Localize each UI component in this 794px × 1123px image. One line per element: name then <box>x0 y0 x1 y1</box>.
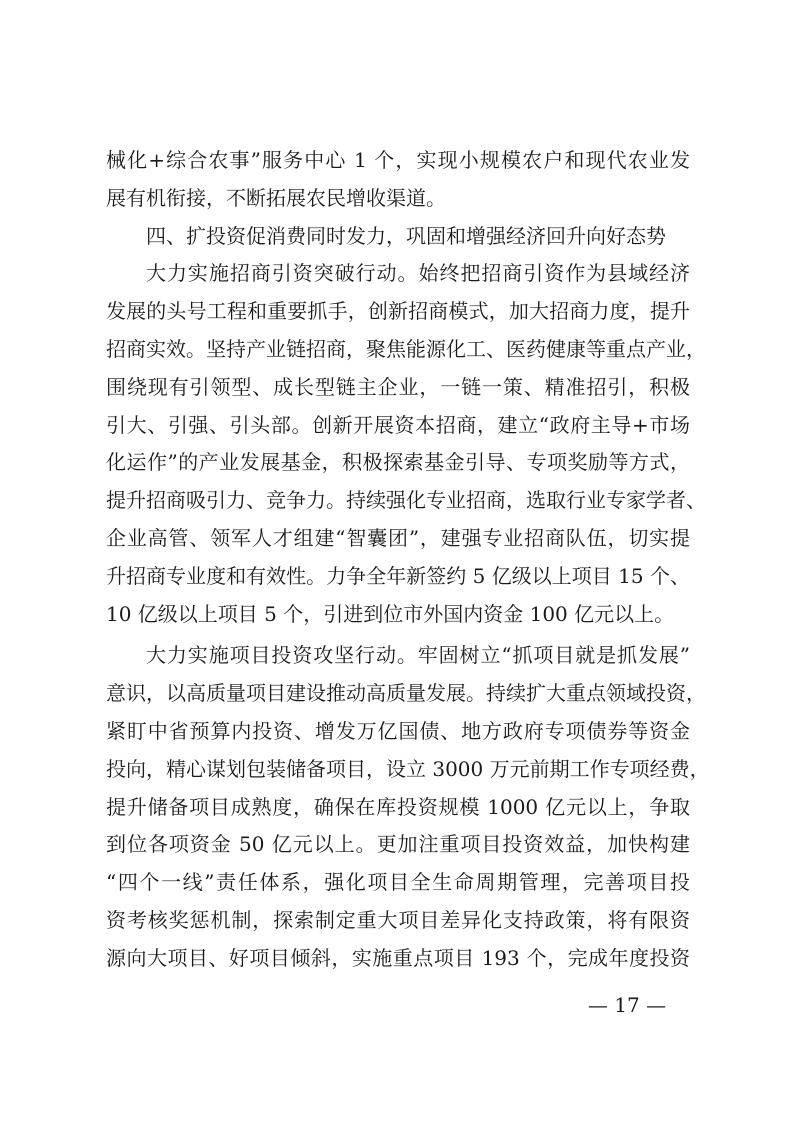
text-line: 企业高管、领军人才组建“智囊团”，建强专业招商队伍，切实提 <box>106 525 690 550</box>
text-line: 化运作”的产业发展基金，积极探索基金引导、专项奖励等方式， <box>106 450 690 475</box>
body-text <box>106 142 710 978</box>
paragraph-start-line: 大力实施招商引资突破行动。始终把招商引资作为县域经济 <box>146 261 690 286</box>
text-line: 围绕现有引领型、成长型链主企业，一链一策、精准招引，积极 <box>106 374 690 399</box>
text-line: 升招商专业度和有效性。力争全年新签约 5 亿级以上项目 15 个、 <box>106 563 690 588</box>
text-line: 发展的头号工程和重要抓手，创新招商模式，加大招商力度，提升 <box>106 299 690 324</box>
paragraph-start-line: 大力实施项目投资攻坚行动。牢固树立“抓项目就是抓发展” <box>146 643 690 668</box>
text-line: 提升招商吸引力、竞争力。持续强化专业招商，选取行业专家学者、 <box>106 488 706 513</box>
text-line: 招商实效。坚持产业链招商，聚焦能源化工、医药健康等重点产业， <box>106 336 706 361</box>
text-line: 源向大项目、好项目倾斜，实施重点项目 193 个，完成年度投资 <box>106 945 690 970</box>
text-line: 展有机衔接，不断拓展农民增收渠道。 <box>106 185 446 210</box>
text-line: 械化+综合农事”服务中心 1 个，实现小规模农户和现代农业发 <box>106 148 690 172</box>
text-line: 资考核奖惩机制，探索制定重大项目差异化支持政策，将有限资 <box>106 907 690 932</box>
text-line: 10 亿级以上项目 5 个，引进到位市外国内资金 100 亿元以上。 <box>106 601 675 626</box>
text-line: 投向，精心谋划包装储备项目，设立 3000 万元前期工作专项经费， <box>106 756 710 781</box>
text-line: 紧盯中省预算内投资、增发万亿国债、地方政府专项债券等资金 <box>106 718 690 743</box>
page-number: — 17 — <box>587 993 667 1017</box>
text-line: 引大、引强、引头部。创新开展资本招商，建立“政府主导+市场 <box>106 412 690 437</box>
text-line: 提升储备项目成熟度，确保在库投资规模 1000 亿元以上，争取 <box>106 794 690 819</box>
text-line: “四个一线”责任体系，强化项目全生命周期管理，完善项目投 <box>106 870 690 895</box>
text-line: 到位各项资金 50 亿元以上。更加注重项目投资效益，加快构建 <box>106 832 690 857</box>
section-heading: 四、扩投资促消费同时发力，巩固和增强经济回升向好态势 <box>146 223 666 248</box>
text-line: 意识，以高质量项目建设推动高质量发展。持续扩大重点领域投资， <box>106 681 706 706</box>
